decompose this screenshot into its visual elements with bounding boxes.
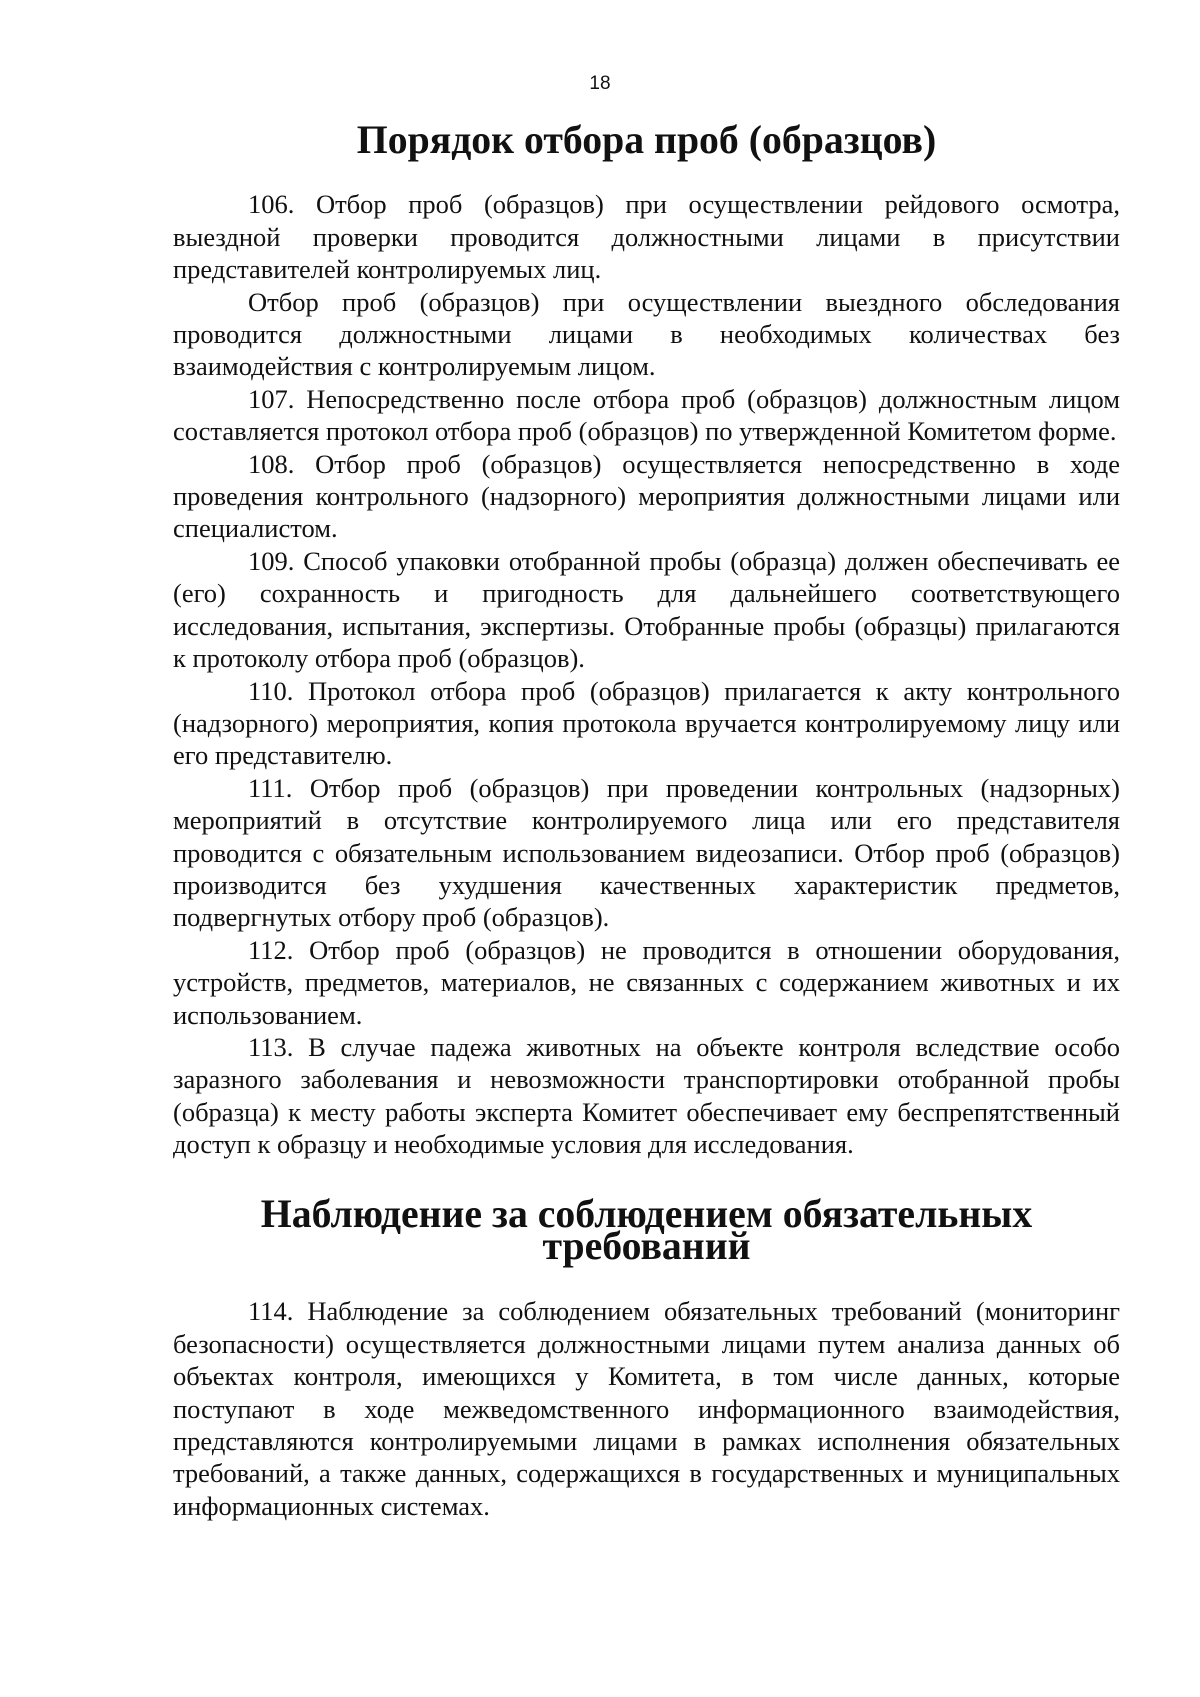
paragraph-108: 108. Отбор проб (образцов) осуществляется непосредственно в ходе проведения контрольного (надзорного) мероприятия должностными лицами или специалистом. [173,448,1120,544]
paragraph-109: 109. Способ упаковки отобранной пробы (образца) должен обеспечивать ее (его) сохранность и пригодность для дальнейшего соответствующего исследования, испытания, экспертизы. Отобранные пробы (образцы) прилагаются к протоколу отбора проб (образцов). [173,545,1120,674]
paragraph-112: 112. Отбор проб (образцов) не проводится в отношении оборудования, устройств, предметов, материалов, не связанных с содержанием животных и их использованием. [173,934,1120,1030]
section-heading-monitoring: Наблюдение за соблюдением обязательных требований [260,1191,1033,1268]
paragraph-107: 107. Непосредственно после отбора проб (образцов) должностным лицом составляется протокол отбора проб (образцов) по утвержденной Комитетом форме. [173,383,1120,447]
paragraph-106-continued: Отбор проб (образцов) при осуществлении выездного обследования проводится должностными лицами в необходимых количествах без взаимодействия с контролируемым лицом. [173,286,1120,382]
paragraph-113: 113. В случае падежа животных на объекте контроля вследствие особо заразного заболевания и невозможности транспортировки отобранной пробы (образца) к месту работы эксперта Комитет обеспечивает ему беспрепятственный доступ к образцу и необходимые условия для исследования. [173,1031,1120,1160]
paragraph-110: 110. Протокол отбора проб (образцов) прилагается к акту контрольного (надзорного) мероприятия, копия протокола вручается контролируемому лицу или его представителю. [173,675,1120,771]
section-heading-sampling: Порядок отбора проб (образцов) [356,118,937,162]
paragraph-106: 106. Отбор проб (образцов) при осуществлении рейдового осмотра, выездной проверки проводится должностными лицами в присутствии представителей контролируемых лиц. [173,189,1120,285]
page-number: 18 [589,73,611,94]
document-body [173,118,1120,1522]
paragraph-114: 114. Наблюдение за соблюдением обязательных требований (мониторинг безопасности) осуществляется должностными лицами путем анализа данных об объектах контроля, имеющихся у Комитета, в том числе данных, которые поступают в ходе межведомственного информационного взаимодействия, представляются контролируемыми лицами в рамках исполнения обязательных требований, а также данных, содержащихся в государственных и муниципальных информационных системах. [173,1296,1120,1521]
paragraph-111: 111. Отбор проб (образцов) при проведении контрольных (надзорных) мероприятий в отсутствие контролируемого лица или его представителя проводится с обязательным использованием видеозаписи. Отбор проб (образцов) производится без ухудшения качественных характеристик предметов, подвергнутых отбору проб (образцов). [173,772,1120,933]
